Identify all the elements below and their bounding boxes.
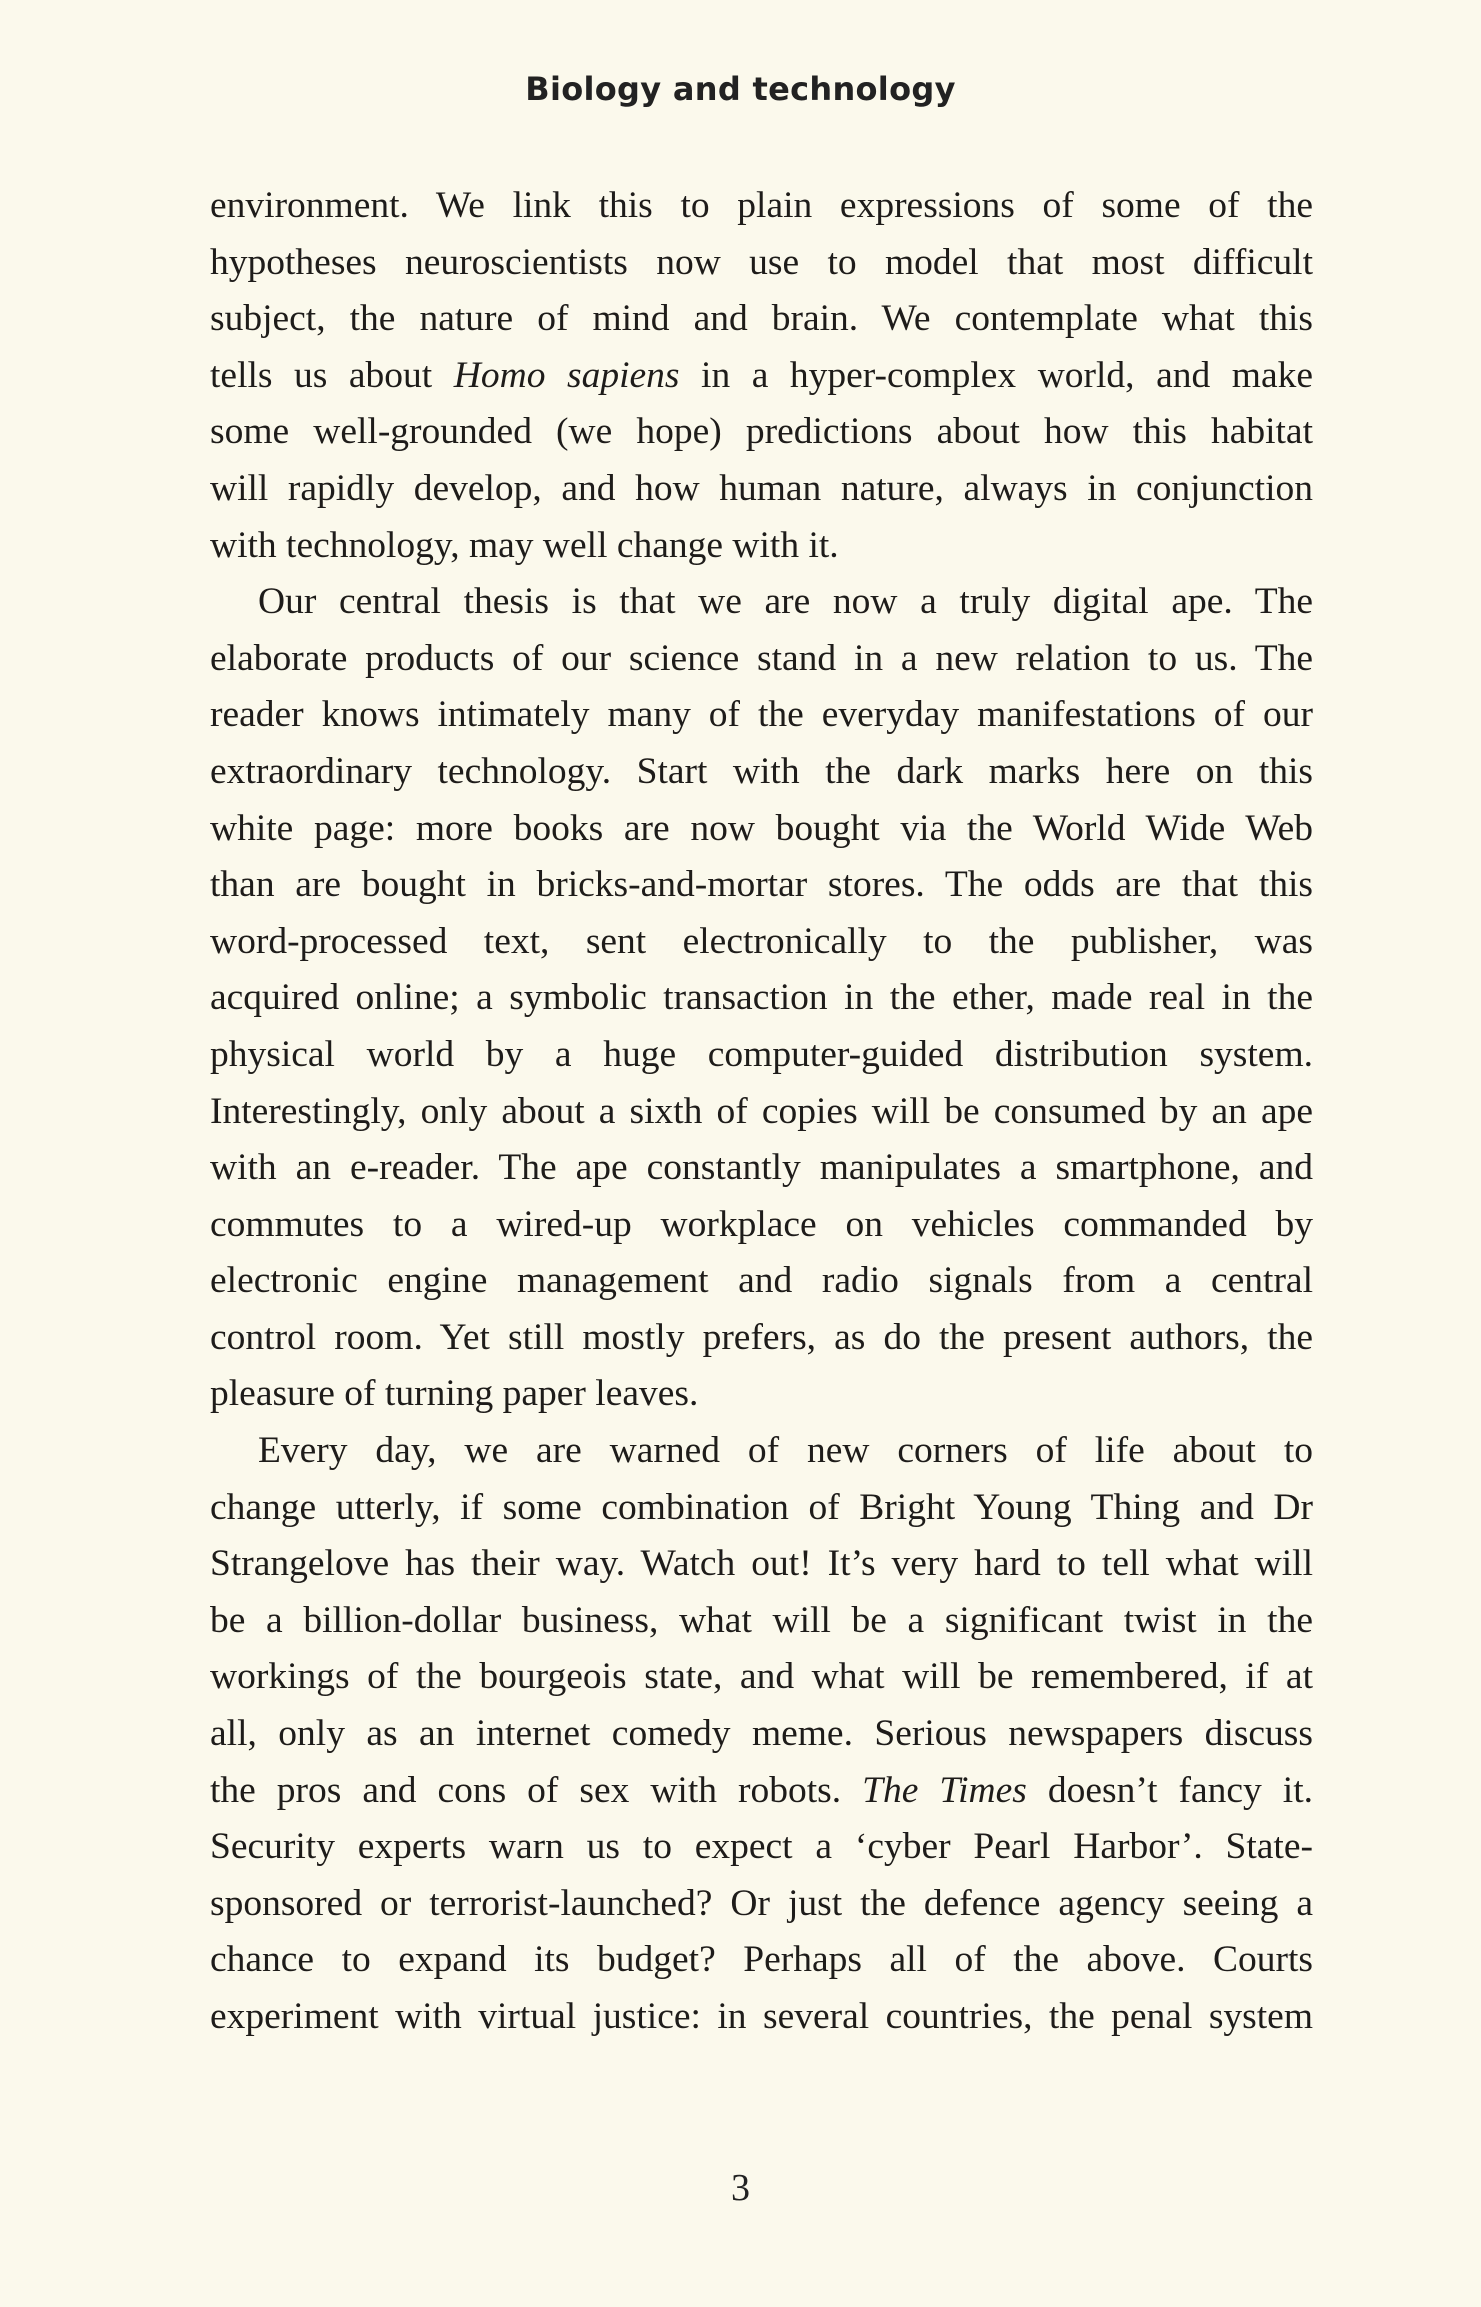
- text-line: pleasure of turning paper leaves.: [210, 1373, 699, 1415]
- page-number: 3: [731, 2167, 750, 2209]
- text-line: electronic engine management and radio signals from a central: [210, 1260, 1313, 1302]
- text-line: tells us about Homo sapiens in a hyper-complex world, and make: [210, 354, 1313, 396]
- text-line: Interestingly, only about a sixth of copies will be consumed by an ape: [210, 1090, 1313, 1132]
- text-line: Security experts warn us to expect a ‘cyber Pearl Harbor’. State-: [210, 1826, 1313, 1868]
- text-line: hypotheses neuroscientists now use to model that most difficult: [210, 241, 1313, 283]
- text-line: control room. Yet still mostly prefers, as do the present authors, the: [210, 1316, 1313, 1358]
- body-text: [210, 178, 1313, 2046]
- text-line: some well-grounded (we hope) predictions about how this habitat: [210, 411, 1313, 453]
- text-line: elaborate products of our science stand in a new relation to us. The: [210, 637, 1313, 679]
- text-line: word-processed text, sent electronically to the publisher, was: [210, 920, 1313, 962]
- text-line: subject, the nature of mind and brain. We contemplate what this: [210, 298, 1313, 340]
- text-line: commutes to a wired-up workplace on vehicles commanded by: [210, 1203, 1313, 1245]
- text-line: white page: more books are now bought via the World Wide Web: [210, 807, 1313, 849]
- text-line: with an e-reader. The ape constantly manipulates a smartphone, and: [210, 1147, 1313, 1189]
- text-line: will rapidly develop, and how human nature, always in conjunction: [210, 467, 1313, 509]
- text-line: Strangelove has their way. Watch out! It’s very hard to tell what will: [210, 1543, 1313, 1585]
- italic-newspaper-title: The Times: [862, 1769, 1027, 1811]
- text-line: acquired online; a symbolic transaction in the ether, made real in the: [210, 977, 1313, 1019]
- text-line: sponsored or terrorist-launched? Or just the defence agency seeing a: [210, 1882, 1313, 1924]
- text-line: than are bought in bricks-and-mortar stores. The odds are that this: [210, 864, 1313, 906]
- text-line: extraordinary technology. Start with the dark marks here on this: [210, 750, 1313, 792]
- text-line: workings of the bourgeois state, and what will be remembered, if at: [210, 1656, 1313, 1698]
- text-line: Our central thesis is that we are now a truly digital ape. The: [258, 581, 1313, 623]
- text-line: the pros and cons of sex with robots. The Times doesn’t fancy it.: [210, 1769, 1313, 1811]
- italic-species-name: Homo sapiens: [453, 354, 680, 396]
- text-line: environment. We link this to plain expressions of some of the: [210, 185, 1313, 226]
- text-line: chance to expand its budget? Perhaps all of the above. Courts: [210, 1939, 1313, 1981]
- text-line: all, only as an internet comedy meme. Serious newspapers discuss: [210, 1713, 1313, 1755]
- text-line: experiment with virtual justice: in several countries, the penal system: [210, 1996, 1313, 2037]
- text-line: change utterly, if some combination of Bright Young Thing and Dr: [210, 1486, 1313, 1528]
- text-line: Every day, we are warned of new corners of life about to: [258, 1430, 1313, 1472]
- text-line: be a billion-dollar business, what will be a significant twist in the: [210, 1599, 1313, 1641]
- text-line: physical world by a huge computer-guided distribution system.: [210, 1033, 1313, 1075]
- text-line: with technology, may well change with it.: [210, 524, 839, 566]
- text-line: reader knows intimately many of the everyday manifestations of our: [210, 694, 1313, 736]
- running-head: Biology and technology: [525, 70, 956, 108]
